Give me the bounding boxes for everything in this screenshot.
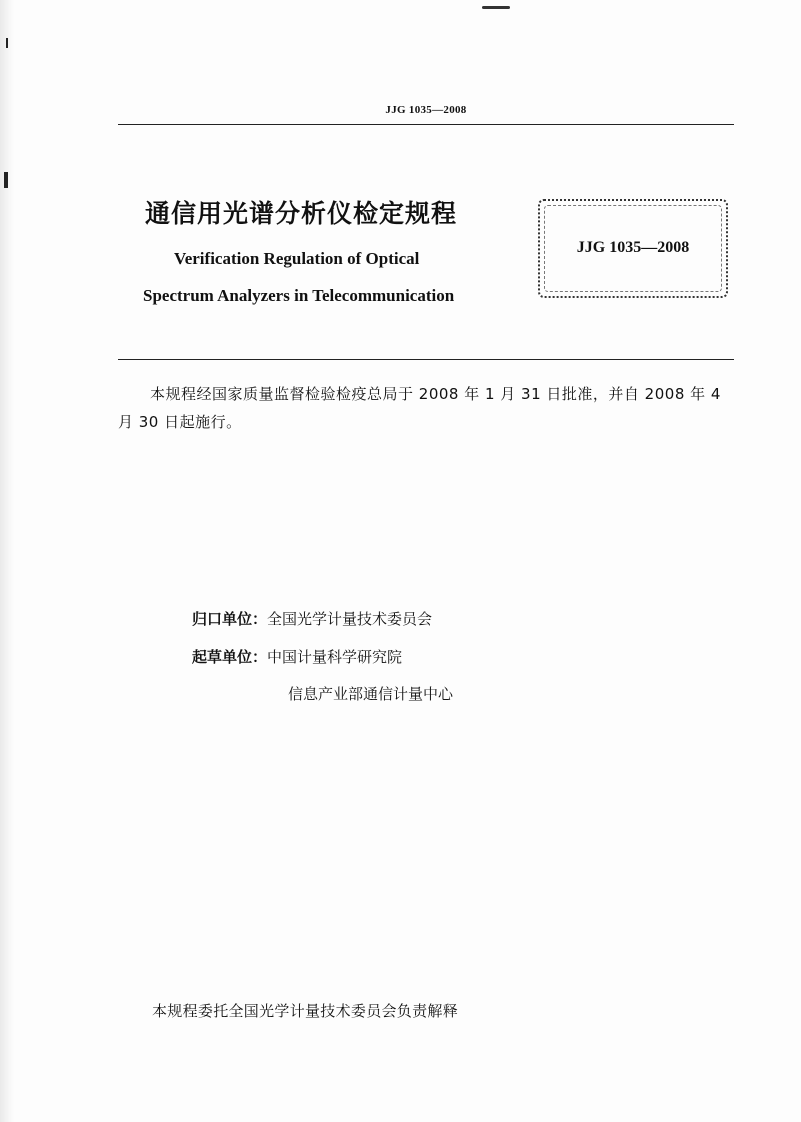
drafting-unit-value-1: 中国计量科学研究院 bbox=[267, 648, 403, 666]
interpretation-note: 本规程委托全国光学计量技术委员会负责解释 bbox=[152, 1002, 459, 1020]
responsible-unit-row bbox=[192, 608, 432, 629]
standard-code-box bbox=[538, 199, 728, 298]
responsible-unit-value: 全国光学计量技术委员会 bbox=[267, 610, 433, 628]
responsible-unit-label: 归口单位： bbox=[192, 610, 268, 628]
scan-speck bbox=[6, 38, 8, 48]
title-english-line-1: Verification Regulation of Optical bbox=[174, 249, 420, 268]
middle-rule bbox=[118, 359, 734, 360]
scan-mark bbox=[482, 6, 510, 9]
running-head: JJG 1035—2008 bbox=[385, 104, 467, 116]
title-chinese: 通信用光谱分析仪检定规程 bbox=[145, 199, 458, 228]
title-english-line-2: Spectrum Analyzers in Telecommunication bbox=[143, 286, 455, 305]
scan-speck bbox=[4, 172, 8, 188]
drafting-unit-value-2: 信息产业部通信计量中心 bbox=[288, 685, 454, 703]
scan-edge bbox=[0, 0, 14, 1122]
approval-statement: 本规程经国家质量监督检验检疫总局于 2008 年 1 月 31 日批准，并自 2008 年 4 月 30 日起施行。 bbox=[118, 385, 721, 431]
drafting-unit-label: 起草单位： bbox=[192, 648, 268, 666]
drafting-unit-row bbox=[192, 646, 402, 667]
standard-code: JJG 1035—2008 bbox=[576, 239, 690, 256]
drafting-unit-row-2 bbox=[288, 683, 453, 704]
top-rule bbox=[118, 124, 734, 125]
